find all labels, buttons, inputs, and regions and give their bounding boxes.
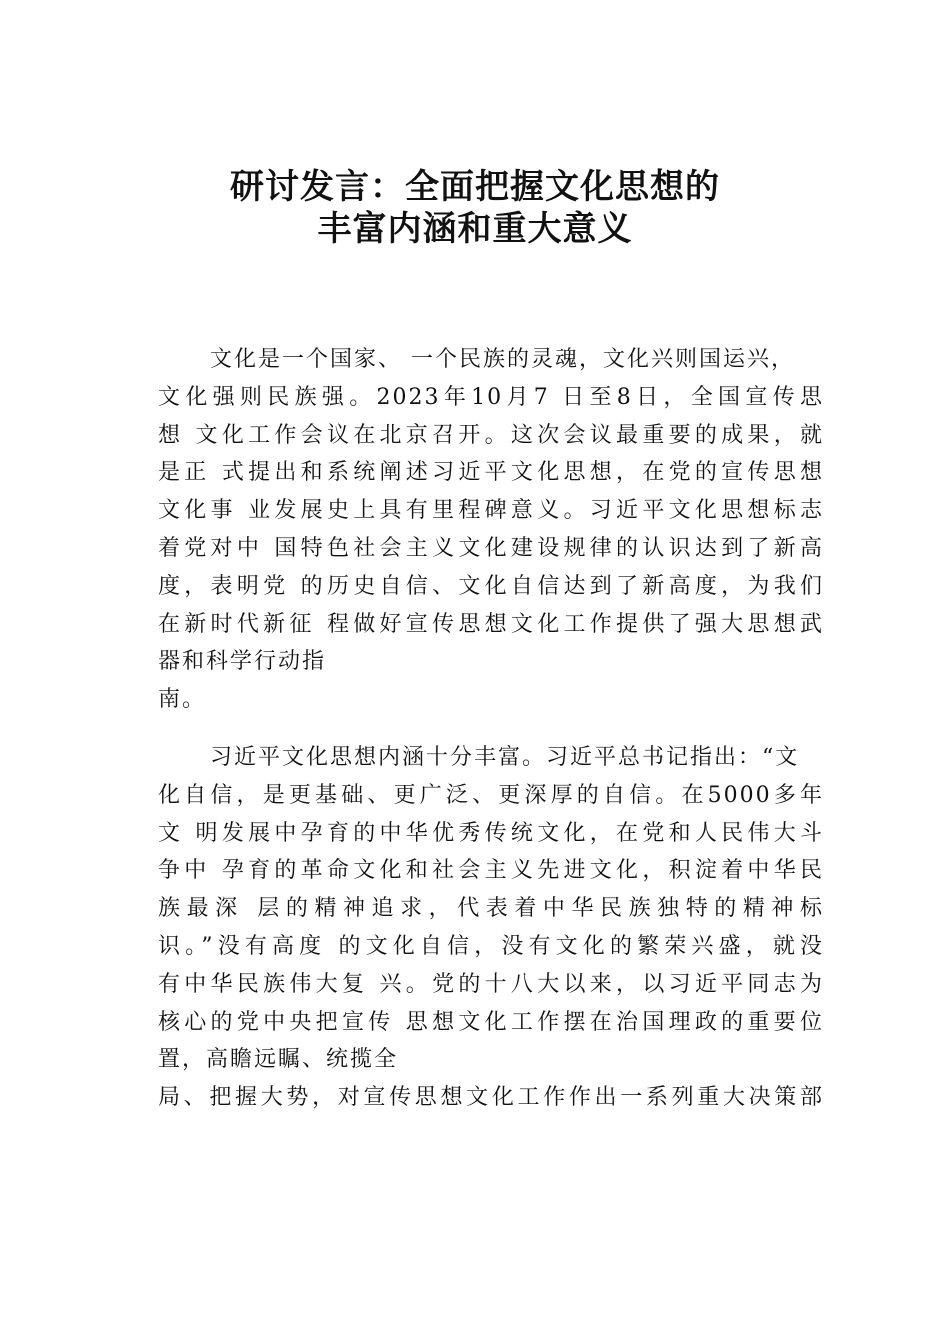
paragraph-line: 想 文化工作会议在北京召开。这次会议最重要的成果，就 — [158, 422, 824, 448]
paragraph-line: 识。”没有高度 的文化自信，没有文化的繁荣兴盛，就没 — [158, 933, 824, 959]
paragraph-line: 器和科学行动指 — [158, 649, 327, 675]
paragraph-line: 是正 式提出和系统阐述习近平文化思想，在党的宣传思想 — [158, 460, 824, 486]
paragraph-line: 文 明发展中孕育的中华优秀传统文化，在党和人民伟大斗 — [158, 820, 824, 846]
title-line-2: 丰富内涵和重大意义 — [317, 209, 633, 249]
paragraph-line: 着党对中 国特色社会主义文化建设规律的认识达到了新高 — [158, 535, 824, 561]
paragraph-1 — [158, 341, 824, 719]
paragraph-line: 争中 孕育的革命文化和社会主义先进文化，积淀着中华民 — [158, 858, 824, 884]
paragraph-line: 局、把握大势，对宣传思想文化工作作出一系列重大决策部 — [158, 1085, 824, 1111]
paragraph-line: 文化事 业发展史上具有里程碑意义。习近平文化思想标志 — [158, 498, 824, 524]
paragraph-line: 南。 — [158, 687, 207, 713]
paragraph-line: 族最深 层的精神追求，代表着中华民族独特的精神标 — [158, 896, 824, 922]
paragraph-line: 置，高瞻远瞩、统揽全 — [158, 1047, 399, 1073]
paragraph-line: 在新时代新征 程做好宣传思想文化工作提供了强大思想武 — [158, 611, 824, 637]
paragraph-line: 有中华民族伟大复 兴。党的十八大以来，以习近平同志为 — [158, 971, 824, 997]
paragraph-line: 文化是一个国家、 一个民族的灵魂，文化兴则国运兴， — [210, 347, 795, 372]
paragraph-line: 核心的党中央把宣传 思想文化工作摆在治国理政的重要位 — [158, 1009, 824, 1035]
paragraph-2 — [158, 739, 824, 1117]
paragraph-line: 习近平文化思想内涵十分丰富。习近平总书记指出：“文 — [210, 745, 800, 770]
document-title — [0, 166, 950, 250]
paragraph-line: 化自信，是更基础、更广泛、更深厚的自信。在5000多年 — [158, 782, 824, 808]
paragraph-line: 度，表明党 的历史自信、文化自信达到了新高度，为我们 — [158, 573, 824, 599]
title-line-1: 研讨发言：全面把握文化思想的 — [230, 167, 720, 207]
paragraph-line: 文化强则民族强。2023年10月7 日至8日，全国宣传思 — [158, 384, 824, 410]
